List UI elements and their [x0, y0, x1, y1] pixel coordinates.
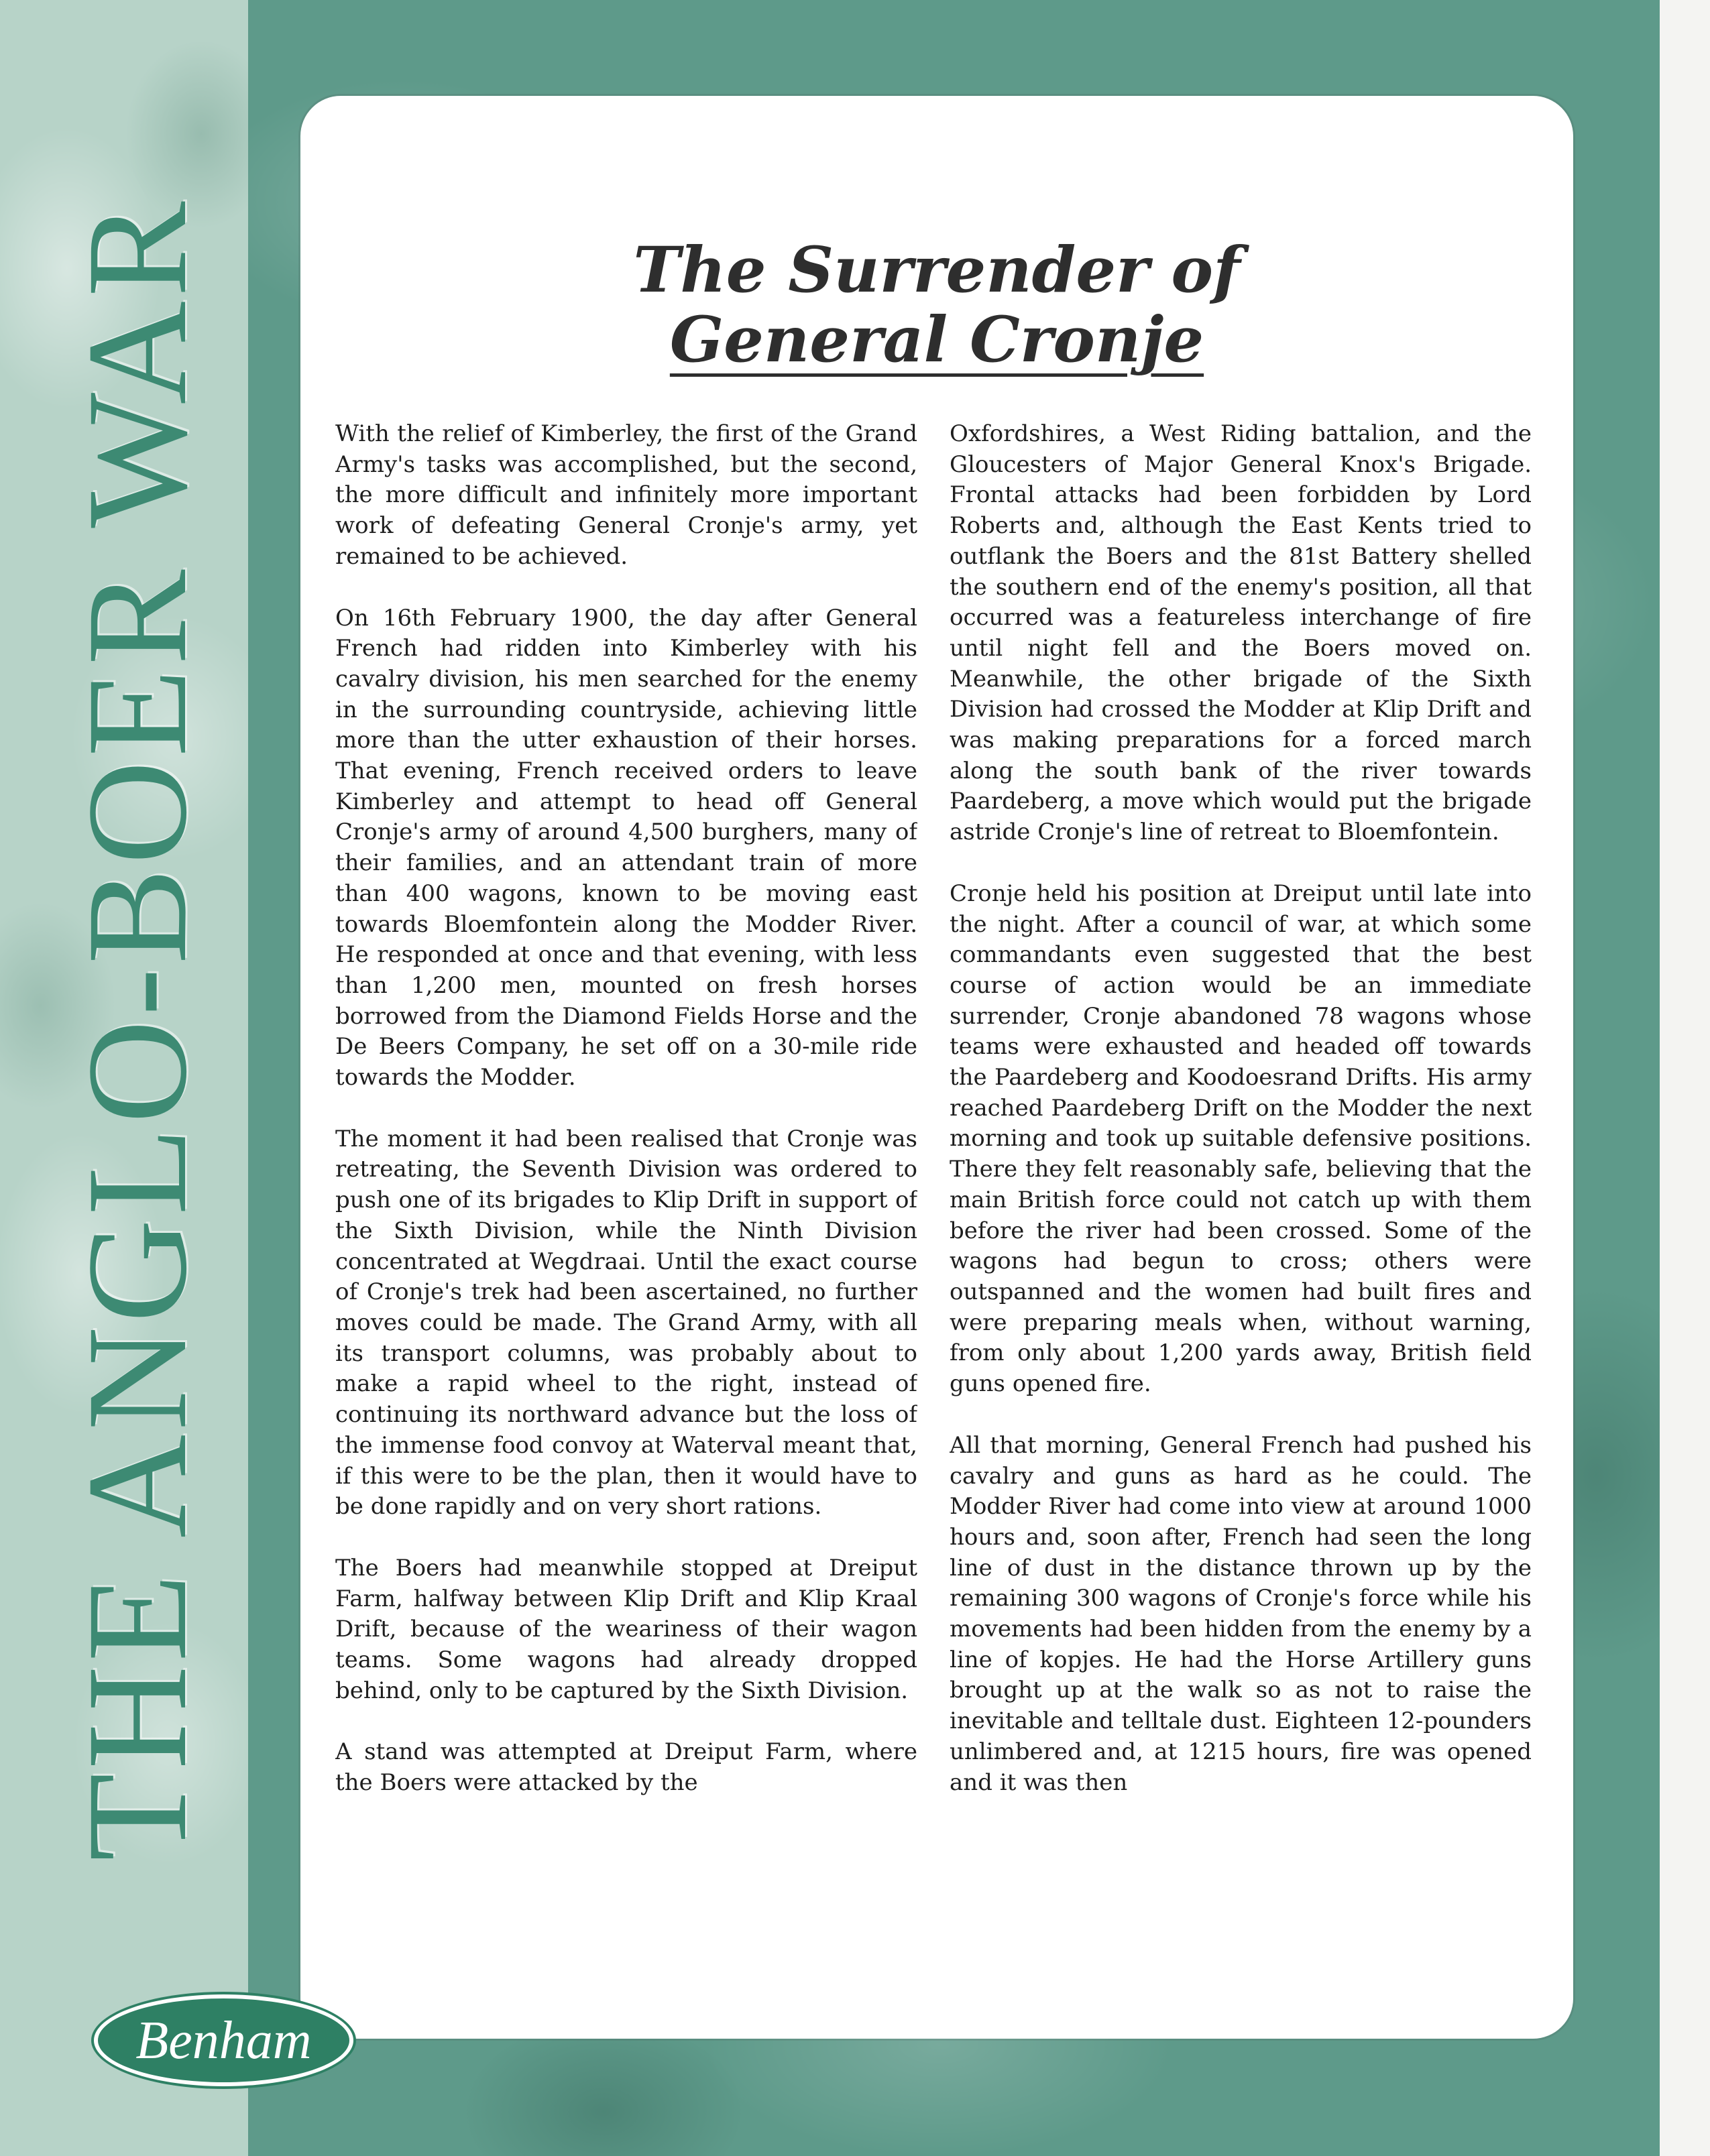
- paragraph: Oxfordshires, a West Riding battalion, and the Gloucesters of Major General Knox's Brigade. Frontal attacks had been forbidden by Lord Roberts and, although the East Kents tried to outflank the Boers and the 81st Battery shelled the southern end of the enemy's position, all that occurred was a featureless interchange of fire until night fell and the Boers moved on. Meanwhile, the other brigade of the Sixth Division had crossed the Modder at Klip Drift and was making preparations for a forced march along the south bank of the river towards Paardeberg, a move which would put the brigade astride Cronje's line of retreat to Bloemfontein.: [950, 420, 1532, 846]
- right-column: [950, 419, 1532, 2015]
- article-title-line-2: General Cronje: [669, 302, 1204, 377]
- article-title-line-1: The Surrender of: [633, 233, 1241, 307]
- paragraph: A stand was attempted at Dreiput Farm, where the Boers were attacked by the: [335, 1738, 917, 1797]
- paragraph: All that morning, General French had pushed his cavalry and guns as hard as he could. The Modder River had come into view at around 1000 hours and, soon after, French had seen the long line of dust in the distance thrown up by the remaining 300 wagons of Cronje's force while his movements had been hidden from the enemy by a line of kopjes. He had the Horse Artillery guns brought up at the walk so as not to raise the inevitable and telltale dust. Eighteen 12-pounders unlimbered and, at 1215 hours, fire was opened and it was then: [950, 1431, 1532, 1796]
- benham-logo-text: Benham: [135, 2011, 312, 2070]
- series-title: THE ANGLO-BOER WAR: [58, 197, 217, 1861]
- benham-logo: [94, 1994, 353, 2086]
- paragraph: The moment it had been realised that Cronje was retreating, the Seventh Division was ordered to push one of its brigades to Klip Drift in support of the Sixth Division, while the Ninth Division concentrated at Wegdraai. Until the exact course of Cronje's trek had been ascertained, no further moves could be made. The Grand Army, with all its transport columns, was probably about to make a rapid wheel to the right, instead of continuing its northward advance but the loss of the immense food convoy at Waterval meant that, if this were to be the plan, then it would have to be done rapidly and on very short rations.: [335, 1125, 917, 1520]
- paragraph: On 16th February 1900, the day after General French had ridden into Kimberley with his cavalry division, his men searched for the enemy in the surrounding countryside, achieving little more than the utter exhaustion of their horses. That evening, French received orders to leave Kimberley and attempt to head off General Cronje's army of around 4,500 burghers, many of their families, and an attendant train of more than 400 wagons, known to be moving east towards Bloemfontein along the Modder River. He responded at once and that evening, with less than 1,200 men, mounted on fresh horses borrowed from the Diamond Fields Horse and the De Beers Company, he set off on a 30-mile ride towards the Modder.: [335, 604, 917, 1091]
- paragraph: With the relief of Kimberley, the first of the Grand Army's tasks was accomplished, but the second, the more difficult and infinitely more important work of defeating General Cronje's army, yet remained to be achieved.: [335, 420, 917, 570]
- left-column: [335, 419, 917, 2015]
- paragraph: Cronje held his position at Dreiput until late into the night. After a council of war, at which some commandants even suggested that the best course of action would be an immediate surrender, Cronje abandoned 78 wagons whose teams were exhausted and headed off towards the Paardeberg and Koodoesrand Drifts. His army reached Paardeberg Drift on the Modder the next morning and took up suitable defensive positions. There they felt reasonably safe, believing that the main British force could not catch up with them before the river had been crossed. Some of the wagons had begun to cross; others were outspanned and the women had built fires and were preparing meals when, without warning, from only about 1,200 yards away, British field guns opened fire.: [950, 880, 1532, 1398]
- article-panel: [300, 96, 1573, 2039]
- article-title: [300, 235, 1573, 375]
- paragraph: The Boers had meanwhile stopped at Dreiput Farm, halfway between Klip Drift and Klip Kraal Drift, because of the weariness of their wagon teams. Some wagons had already dropped behind, only to be captured by the Sixth Division.: [335, 1554, 917, 1704]
